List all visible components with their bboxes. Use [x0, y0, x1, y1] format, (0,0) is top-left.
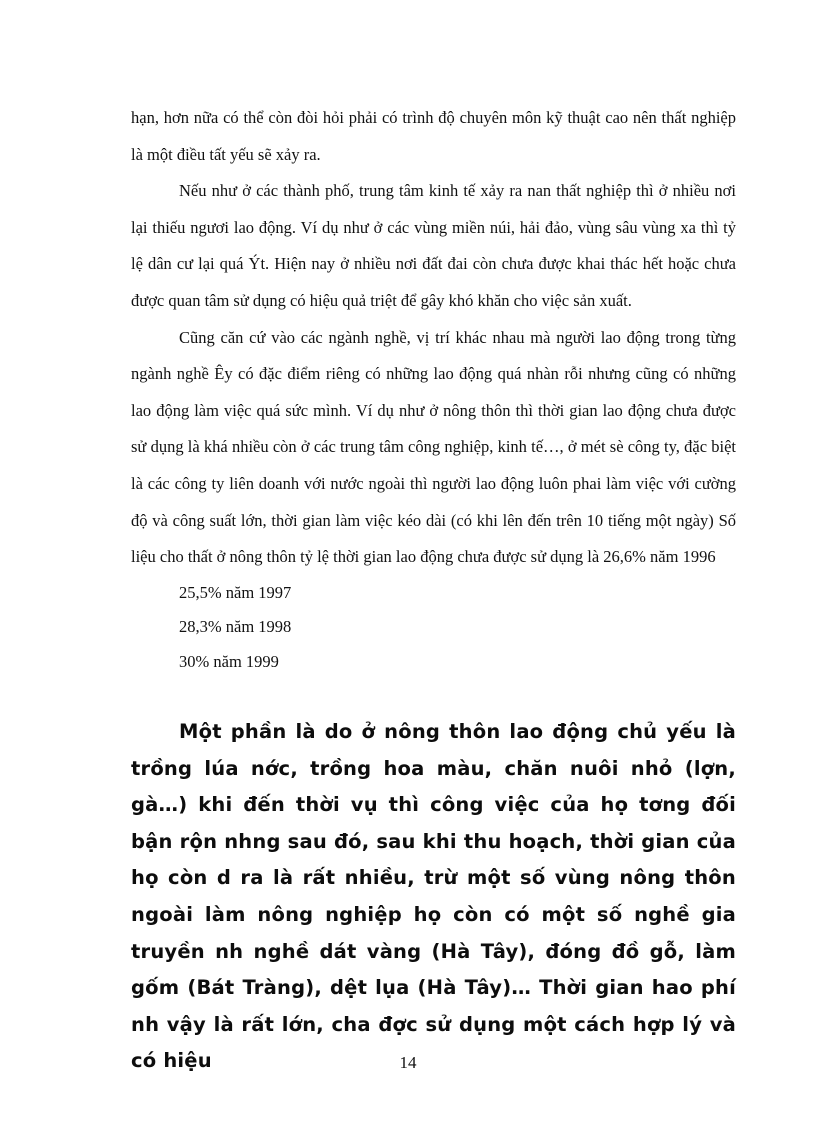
stat-line-1998: 28,3% năm 1998	[179, 617, 292, 637]
paragraph-3: Cũng căn cứ vào các ngành nghề, vị trí khác nhau mà người lao động trong từng ngành nghề Êy có đặc điểm riêng có những lao động quá nhàn rỗi nhưng cũng có những lao động làm việc quá sức mình. Ví dụ như ở nông thôn thì thời gian lao động chưa được sử dụng là khá nhiều còn ở các trung tâm công nghiệp, kinh tế…, ở mét sè công ty, đặc biệt là các công ty liên doanh với nước ngoài thì người lao động luôn phai làm việc với cường độ và công suất lớn, thời gian làm việc kéo dài (có khi lên đến trên 10 tiếng một ngày) Số liệu cho thất ở nông thôn tỷ lệ thời gian lao động chưa được sử dụng là 26,6% năm 1996	[131, 327, 736, 567]
bold-paragraph: Một phần là do ở nông thôn lao động chủ yếu là trồng lúa nớc, trồng hoa màu, chăn nuôi nhỏ (lợn, gà…) khi đến thời vụ thì công việc của họ tơng đối bận rộn nhng sau đó, sau khi thu hoạch, thời gian của họ còn d ra là rất nhiều, trừ một số vùng nông thôn ngoài làm nông nghiệp họ còn có một số nghề gia truyền nh nghề dát vàng (Hà Tây), đóng đồ gỗ, làm gốm (Bát Tràng), dệt lụa (Hà Tây)… Thời gian hao phí nh vậy là rất lớn, cha đợc sử dụng một cách hợp lý và có hiệu	[131, 720, 736, 1073]
paragraph-2: Nếu như ở các thành phố, trung tâm kinh tế xảy ra nan thất nghiệp thì ở nhiều nơi lại thiếu ngươi lao động. Ví dụ như ở các vùng miền núi, hải đảo, vùng sâu vùng xa thì tỷ lệ dân cư lại quá Ýt. Hiện nay ở nhiều nơi đất đai còn chưa được khai thác hết hoặc chưa được quan tâm sử dụng có hiệu quả triệt để gây khó khăn cho việc sản xuất.	[131, 181, 736, 310]
paragraph-1: hạn, hơn nữa có thể còn đòi hỏi phải có trình độ chuyên môn kỹ thuật cao nên thất nghiệp là một điều tất yếu sẽ xảy ra.	[131, 108, 736, 164]
stat-line-1999: 30% năm 1999	[179, 651, 279, 671]
body-text	[131, 100, 736, 679]
bold-section	[131, 714, 736, 1080]
stat-line-1997: 25,5% năm 1997	[179, 582, 292, 602]
page-number: 14	[399, 1053, 417, 1072]
